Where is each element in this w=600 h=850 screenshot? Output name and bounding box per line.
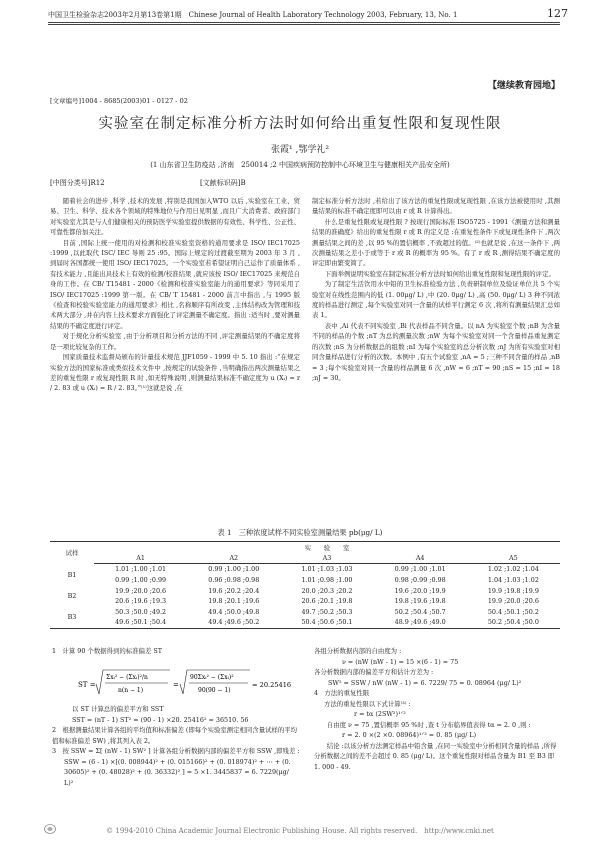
paragraph: 目前 ,国际上统一使用的对检测和校准实验室资格的通用要求是 ISO/ IEC17025 :1999 ,以此取代 ISC/ IEC 导则 25 :95。国际上规定的过渡截至期为 2003 年 3 月 ,到届时各国都统一使用 ISO/ IEC17025。一个实验室若希望证明自己运作了质量体系 ,有技术能力 ,且能出具技术上有效的检测/校准结果 ,就应该按 ISO/ IEC17025 来规范自身的工作。在 CB/ T15481 - 2000《检测和校准实验室能力的通用要求》等同采用了 ISO/ IEC17025 :1999 第一版。在 CB/ T 15481 - 2000 前言中指出 ,与 1995 版《检查和校验实验室能力的通用要求》相比 ,名称顺序有所改变 ,主体结构改为管理和技术两大部分 ,并在内容上技术要求方面强化了评定测量不确定度。指出 :适当时 ,要对测量结果的不确定度进行评定。 [50,238,300,330]
running-head [48,7,568,20]
table-cell: 49.7 ;50.2 ;50.3 [301,607,353,616]
note-line: r = 2. 0 ×(2 ×0. 08964)¹ᐟ² = 0. 85 (μg/ L) [342,731,477,739]
note-line: 3 按 SSW = Σ[ (nW - 1) SW² ] 计算各组分析数据内部的偏差平方和 SSW ,即残差 : [52,747,300,755]
column-header: A3 [280,553,373,564]
table-cell: 19.8 ;19.6 ;19.8 [394,597,446,606]
notes-left-top [52,646,300,657]
notes-left [52,704,300,788]
note-line: r = tα (2SW²)¹ᐟ² [354,710,406,718]
table-cell: 20.6 ;20.1 ;19.8 [301,597,353,606]
doc-number: [文章编号]1004 - 8685(2003)01 - 0127 - 02 [50,97,188,105]
column-header: A2 [187,553,280,564]
header-rule-top [48,22,560,23]
table-cell: 19.6 ;20.2 ;20.4 [208,586,260,595]
std-dev-formula [78,666,294,702]
column-header: A1 [94,553,187,564]
table-cell: 0.99 ;1.00 ;1.00 [208,565,260,574]
running-head-text: 中国卫生检验杂志2003年2月第13卷第1期 Chinese Journal of Health Laboratory Technology 2003, February, 13, No. 1 [48,11,458,19]
note-line: 以 ST 计算总的偏差平方和 SST [72,705,164,713]
table-cell: 50.4 ;50.1 ;50.2 [487,607,539,616]
note-line: SST = (nT - 1) ST² = (90 - 1) ×20. 25416² = 36510. 56 [72,715,249,724]
table-cell: 1.02 ;1.02 ;1.04 [487,565,539,574]
affiliation: (1 山东省卫生防疫站 ,济南 250014 ;2 中国疾病预防控制中心环境卫生与健康相关产品安全所) [150,161,450,169]
doc-code: [文献标识码]B [200,179,246,187]
table-cell: 0.99 ;1.00 ;1.01 [394,565,446,574]
note-line: SW² = SSW / nW (nW - 1) = 6. 7229/ 75 = 0. 08964 (μg/ L)² [328,678,522,687]
group-header: 实 验 室 [94,542,560,553]
table-cell: 50.3 ;50.0 ;49.2 [115,607,167,616]
paragraph: 表中 ,Ai 代表不同实验室 ,Bi 代表样品不同含量。以 nA 为实验室个数 ;nB 为含量不同的样品的个数 ;nT 为总的测量次数 ;nW 为每个实验室对同一个含量样品重复测定的次数 ;nS 为分析数据总的组数 ;nI 为每个实验室的总分析次数 ;nJ 为所有实验室对相同含量样品进行分析的次数。本例中 ,有五个试验室 ,nA = 5 ;三种不同含量的样品 ,nB = 3 ;每个实验室对同一含量的样品测量 6 次 ,nW = 6 ;nT = 90 ;nS = 15 ;nI = 18 ;nJ = 30。 [312,321,560,382]
row-label: B3 [50,607,94,629]
note-line: 结论 :以该分析方法测定样品中铅含量 ,在同一实验室中分析相同含量的样品 ,所得分析数据之间的差不会超过 0. 85 (μg/ L)。这个重复性限对样品含量为 B1 至 B3 即 1. 000 - 49. [314,741,557,771]
authors: 张霞¹ ,鄂学礼² [271,145,329,155]
paragraph: 随着社会的进步 ,科学 ,技术的发展 ,特别是我国加入WTO 以后 ,实验室在工业、贸易、卫生、科学、技术各个领域的特殊地位与作用日见明显 ,而且广大消费者、政府部门对实验室尤其是与人们健康相关的预防医学实验室提供数据的有效性、科学性、公正性、可靠性都倍加关注。 [50,197,300,237]
table-cell: 19.9 ;20.0 ;20.6 [115,586,167,595]
note-line: 4 方法的重复性限 [314,689,370,697]
row-label: B1 [67,570,77,579]
note-line: 1 计算 90 个数据得到的标准偏差 ST [52,647,163,655]
paragraph: 什么是重复性限或复现性限 ? 按现行国际标准 ISO5725 - 1991《测量方法和测量结果的准确度》给出的重复性限 r 或 R 的定义是 :在重复性条件下或复现性条件下 ,两次测量结果之间的差 ,以 95 %的置信概率 ,不致超过的值。⁽²⁾也就是说 ,在这一条件下 ,两次测量结果之差小于或等于 r 或 R 的概率为 95 %。有了 r 或 R ,测得结果不确定度的评定即由繁变简了。 [312,217,560,268]
note-line: 自由度 ν = 75 ,置信概率 95 %时 ,查 t 分布临界值表得 tα = 2. 0 ,则 : [326,720,531,729]
table-cell: 1.04 ;1.03 ;1.02 [487,576,539,585]
table-caption: 表 1 三种浓度试样不同实验室测量结果 pb(μg/ L) [217,528,383,537]
table-row [50,617,560,628]
table-cell: 19.6 ;20.0 ;19.9 [394,586,446,595]
row-label: B2 [67,591,77,600]
paragraph: 为了制定生活饮用水中铅的卫生标准检验方法 ,负责研制单位及验证单位共 5 个实验室对在线性范围内的低 (1. 00μg/ L) ,中 (20. 0μg/ L) ,高 (50. 0μg/ L) 3 种不同浓度的样品进行测定 ,每个实验室对同一含量的试样平行测定 6 次 ,将所有测量结果汇总如表 1。 [312,280,560,320]
table-cell: 1.01 ;1.00 ;1.01 [115,565,167,574]
note-line: 各组分析数据内部的自由度为 : [314,647,402,655]
left-column [50,196,300,394]
table-row [50,596,560,607]
column-tag: 【继续教育园地】 [487,81,560,91]
table-cell: 1.01 ;0.98 ;1.00 [301,576,353,585]
table-cell: 49.4 ;49.6 ;50.2 [187,617,280,628]
header-rule-bottom [48,24,560,25]
right-column [312,196,560,383]
table-cell: 0.99 ;1.00 ;0.99 [115,576,167,585]
table-cell: 1.01 ;1.03 ;1.03 [301,565,353,574]
formula-rhs: = 20.25416 [252,681,292,689]
svg-text:=: = [173,681,179,689]
notes-right [314,646,560,772]
table-cell: 50.4 ;50.6 ;50.1 [280,617,373,628]
svg-text:90(90 − 1): 90(90 − 1) [198,687,231,694]
column-header: A4 [374,553,467,564]
table-cell: 48.9 ;49.6 ;49.0 [374,617,467,628]
table-row [50,564,560,575]
note-line: 2 根据测量结果计算各组的平均值和标准偏差 (即每个实验室测定相同含量试样的平均值和标准偏差 SW) ,将其列入表 2。 [52,726,298,745]
column-header: A5 [467,553,560,564]
table-row [50,575,560,586]
results-table [50,541,560,629]
table-cell: 19.9 ;19.8 ;19.9 [487,586,539,595]
svg-text:n(n − 1): n(n − 1) [118,687,144,694]
table-cell: 20.6 ;19.6 ;19.3 [115,597,167,606]
note-line: 各分析数据内部的偏差平方和估计方差为 : [314,668,434,676]
svg-text:90Σxᵢ² − (Σxᵢ)²: 90Σxᵢ² − (Σxᵢ)² [190,674,234,681]
table-cell: 49.6 ;50.1 ;50.4 [94,617,187,628]
table-cell: 19.9 ;20.0 ;20.6 [487,597,539,606]
table-cell: 50.2 ;50.4 ;50.0 [467,617,560,628]
copyright-footer: © 1994-2010 China Academic Journal Electronic Publishing House. All rights reserved. http://www.cnki.net [106,827,494,835]
clc-number: [中图分类号]R12 [50,179,105,187]
page-number: 127 [547,7,568,20]
table-cell: 19.8 ;20.1 ;19.6 [208,597,260,606]
table-cell: 0.98 ;0.99 ;0.98 [394,576,446,585]
table-row [50,607,560,618]
note-line: SSW = (6 - 1) ×[(0. 008944)² + (0. 015166)² + (0. 018974)² + ⋯ + (0. 30605)² + (0. 48028)² + (0. 36332)² ] = 5 ×1. 3445837 = 6. 7229(μg/ L)² [64,757,291,787]
paragraph: 下面举例说明实验室在制定标准分析方法时如何给出重复性限和复现性限的评定。 [324,269,555,278]
row-header: 试样 [50,542,94,564]
table-cell: 0.96 ;0.98 ;0.98 [208,576,260,585]
table-row [50,585,560,596]
svg-text:Σxᵢ² − (Σxᵢ)²/n: Σxᵢ² − (Σxᵢ)²/n [106,674,148,681]
note-line: ν = (nW (nW - 1) = 15 ×(6 - 1) = 75 [342,657,459,666]
formula-lhs: ST = [78,681,96,689]
note-line: 方法的重复性限以下式计算⁽³⁾ : [324,699,411,708]
table-cell: 50.2 ;50.4 ;50.7 [394,607,446,616]
table-cell: 20.0 ;20.3 ;20.2 [301,586,353,595]
article-title: 实验室在制定标准分析方法时如何给出重复性限和复现性限 [98,116,502,132]
paragraph: 国家质量技术监督局颁布的计量技术规范 JJF1059 - 1999 中 5. 10 指出 :“在规定实验方法的国家标准或类似技术文件中 ,按规定的试验条件 ,当明确指出两次测量结果之差的重复性限 r 或复现性限 R 时 ,如无特殊说明 ,则测量结果标准不确定度为 u (Xᵢ) = r / 2. 83 或 u (Xᵢ) = R / 2. 83。”⁽¹⁾这就是说 ,在 [50,353,300,393]
paragraph: 制定标准分析方法时 ,若给出了该方法的重复性限或复现性限 ,在该方法被使用时 ,其测量结果的标准不确定度即可以由 r 或 R 计算得出。 [312,197,560,216]
paragraph: 对于规化分析实验室 ,由于分析项目和分析方法的不同 ,评定测量结果的不确定度将是一项比较复杂的工作。 [50,332,300,351]
table-cell: 49.4 ;50.0 ;49.8 [208,607,260,616]
